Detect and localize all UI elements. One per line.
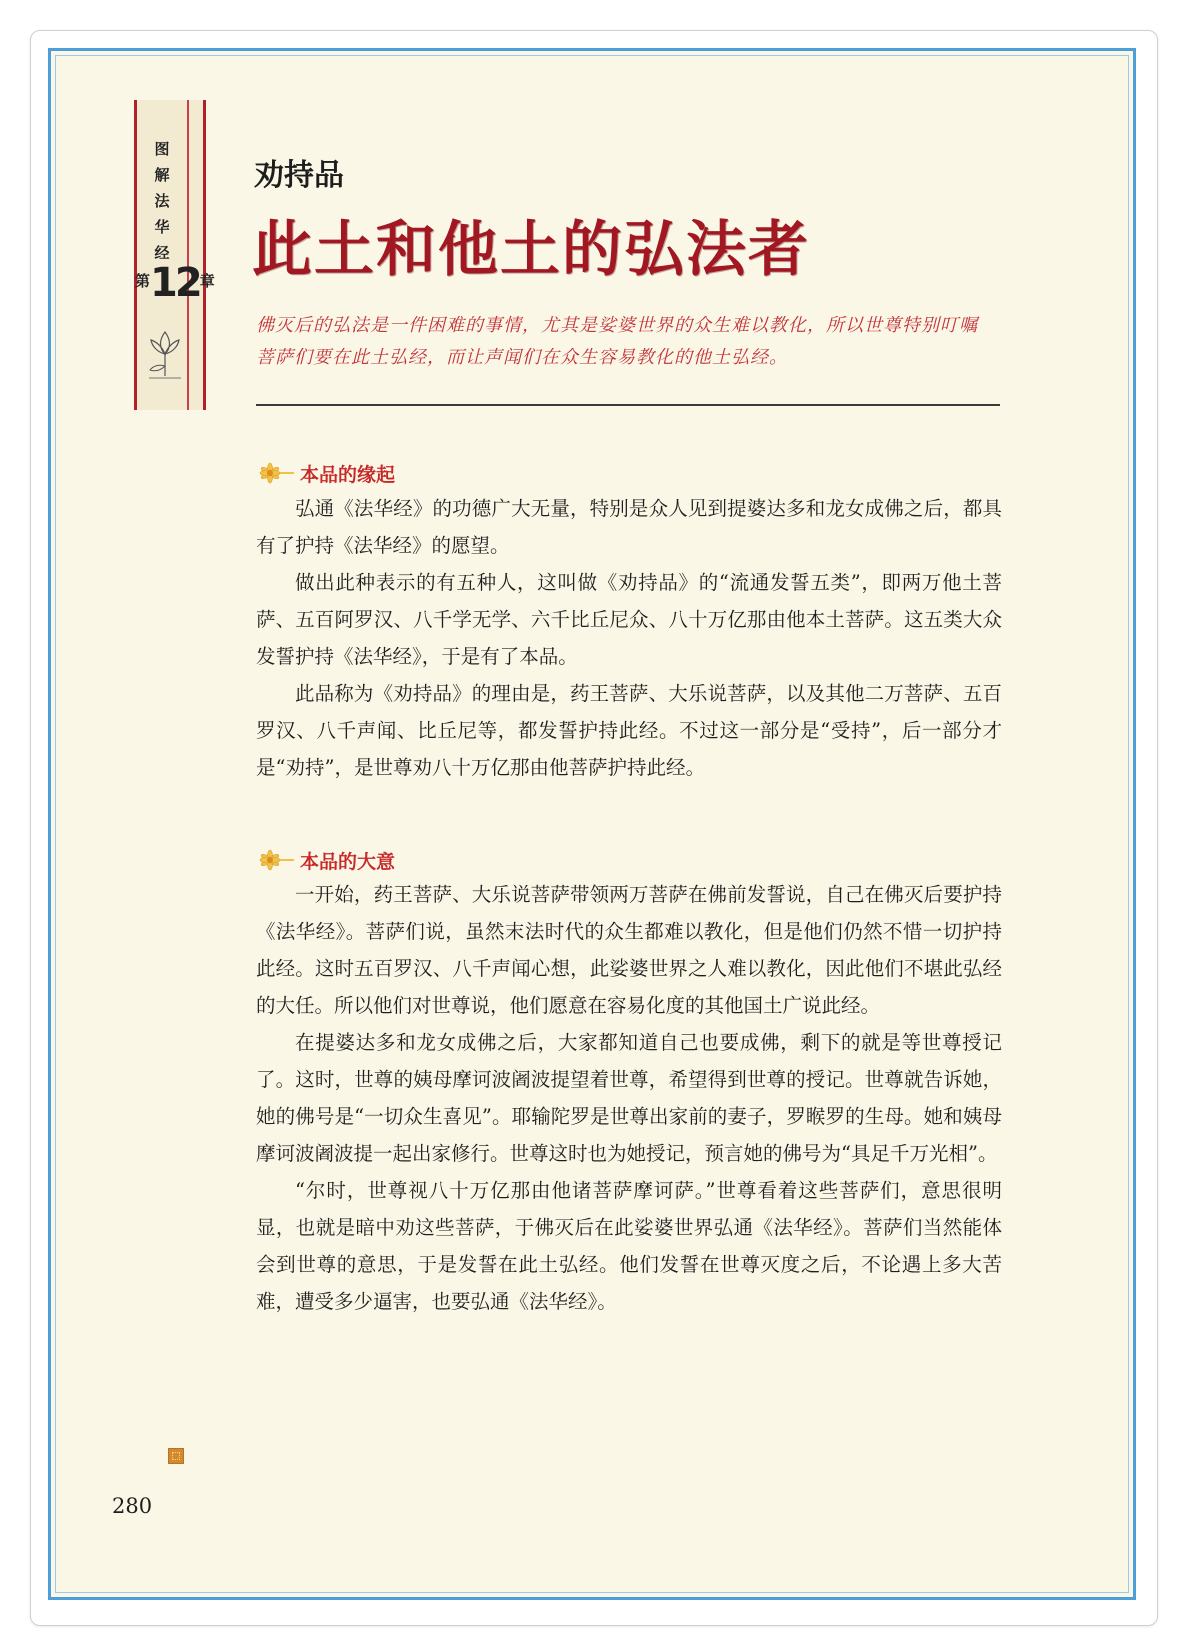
section-heading-label: 本品的缘起	[300, 463, 396, 486]
chapter-tab	[134, 100, 215, 410]
book-title-char: 华	[154, 218, 170, 236]
book-title-vertical	[137, 136, 187, 266]
section-heading	[256, 845, 395, 875]
chapter-prefix: 第	[135, 272, 151, 290]
chapter-subtitle: 劝持品	[254, 158, 344, 193]
header-divider	[256, 404, 1000, 406]
book-title-char: 法	[154, 192, 170, 210]
paragraph: 弘通《法华经》的功德广大无量，特别是众人见到提婆达多和龙女成佛之后，都具有了护持《法华经》的愿望。	[256, 497, 1002, 557]
chapter-title: 此土和他土的弘法者	[252, 215, 810, 285]
book-title-char: 图	[154, 140, 170, 158]
chapter-number	[135, 260, 215, 306]
section-body	[256, 876, 1002, 1320]
chapter-intro: 佛灭后的弘法是一件困难的事情，尤其是娑婆世界的众生难以教化，所以世尊特别叮嘱菩萨们要在此土弘经，而让声闻们在众生容易教化的他土弘经。	[256, 315, 978, 368]
paragraph: 在提婆达多和龙女成佛之后，大家都知道自己也要成佛，剩下的就是等世尊授记了。这时，世尊的姨母摩诃波阇波提望着世尊，希望得到世尊的授记。世尊就告诉她，她的佛号是“一切众生喜见”。耶输陀罗是世尊出家前的妻子，罗睺罗的生母。她和姨母摩诃波阇波提一起出家修行。世尊这时也为她授记，预言她的佛号为“具足千万光相”。	[256, 1031, 1002, 1165]
tab-divider-line	[187, 100, 189, 410]
chapter-number-value: 12	[150, 260, 200, 306]
paragraph: 一开始，药王菩萨、大乐说菩萨带领两万菩萨在佛前发誓说，自己在佛灭后要护持《法华经》。菩萨们说，虽然末法时代的众生都难以教化，但是他们仍然不惜一切护持此经。这时五百罗汉、八千声闻心想，此娑婆世界之人难以教化，因此他们不堪此弘经的大任。所以他们对世尊说，他们愿意在容易化度的其他国土广说此经。	[256, 883, 1002, 1017]
paragraph: 此品称为《劝持品》的理由是，药王菩萨、大乐说菩萨，以及其他二万菩萨、五百罗汉、八千声闻、比丘尼等，都发誓护持此经。不过这一部分是“受持”，后一部分才是“劝持”，是世尊劝八十万亿那由他菩萨护持此经。	[256, 682, 1002, 779]
chapter-suffix: 章	[199, 272, 215, 290]
book-title-char: 解	[154, 166, 170, 184]
section-body	[256, 490, 1002, 786]
section-heading	[256, 458, 395, 488]
flower-icon	[256, 458, 296, 488]
section-heading-label: 本品的大意	[300, 850, 396, 873]
paragraph: “尔时，世尊视八十万亿那由他诸菩萨摩诃萨。”世尊看着这些菩萨们，意思很明显，也就是暗中劝这些菩萨，于佛灭后在此娑婆世界弘通《法华经》。菩萨们当然能体会到世尊的意思，于是发誓在此土弘经。他们发誓在世尊灭度之后，不论遇上多大苦难，遭受多少逼害，也要弘通《法华经》。	[256, 1179, 1002, 1313]
book-title-char: 经	[154, 244, 170, 262]
page-number: 280	[112, 1494, 153, 1518]
lotus-icon	[145, 322, 185, 382]
paragraph: 做出此种表示的有五种人，这叫做《劝持品》的“流通发誓五类”，即两万他土菩萨、五百阿罗汉、八千学无学、六千比丘尼众、八十万亿那由他本土菩萨。这五类大众发誓护持《法华经》，于是有了本品。	[256, 571, 1002, 668]
seal-icon	[168, 1448, 184, 1464]
flower-icon	[256, 845, 296, 875]
